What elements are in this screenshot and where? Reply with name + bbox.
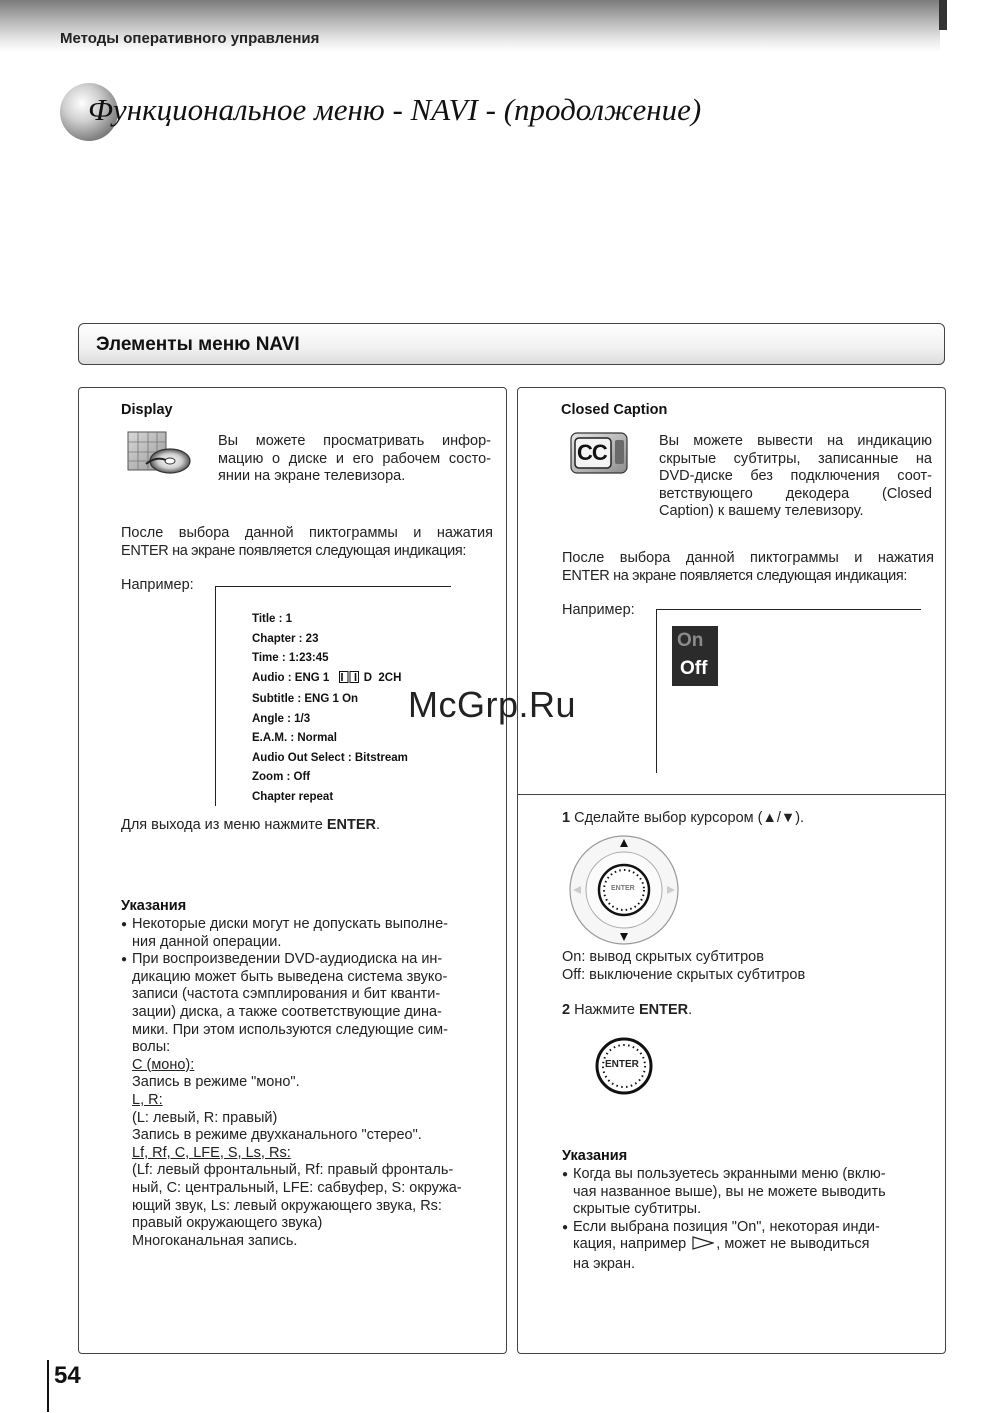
cc-after-line: После выбора данной пиктограммы и нажатия	[562, 550, 934, 566]
note-line: чая названное выше), вы не можете выводить	[573, 1183, 886, 1200]
osd-frame-left	[215, 586, 216, 806]
display-icon	[126, 430, 192, 476]
page-number: 54	[54, 1362, 81, 1389]
right-note-1	[562, 1166, 934, 1219]
note-line: волы:	[132, 1039, 171, 1056]
osd-frame-top	[215, 586, 451, 587]
cc-option-on[interactable]: On	[677, 630, 704, 651]
note-line: ● Когда вы пользуетесь экранными меню (вклю-	[573, 1166, 886, 1182]
note-line: ● Некоторые диски могут не допускать выполне-	[132, 916, 448, 932]
cc-intro-line: DVD-диске без подключения соот-	[659, 468, 932, 485]
right-note-2	[562, 1219, 934, 1274]
osd-zoom: Zoom : Off	[252, 771, 311, 783]
page-title: Функциональное меню - NAVI - (продолжение)	[88, 92, 702, 127]
cursor-pad-icon	[568, 834, 680, 946]
note-line: на экран.	[573, 1255, 636, 1272]
note-line	[573, 1236, 934, 1256]
step-2-prefix: Нажмите	[574, 1002, 635, 1018]
cc-intro-line: скрытые субтитры, записанные на	[659, 450, 932, 467]
closed-caption-icon	[570, 432, 628, 474]
exit-instruction	[121, 817, 380, 835]
display-intro-line: янии на экране телевизора.	[218, 468, 406, 485]
step-2	[562, 1002, 692, 1020]
section-title: Методы оперативного управления	[60, 30, 320, 47]
display-after-text	[121, 525, 493, 560]
watermark: McGrp.Ru	[408, 684, 577, 725]
enter-button-label: ENTER	[605, 1059, 639, 1070]
on-description: On: вывод скрытых субтитров	[562, 949, 764, 965]
right-notes	[562, 1166, 934, 1274]
stereo-desc: Запись в режиме двухканального "стерео".	[132, 1127, 422, 1144]
step-1	[562, 810, 804, 828]
display-intro	[218, 433, 491, 486]
cc-intro-line: ветствующего декодера (Closed	[659, 485, 932, 502]
multi-line: ный, C: центральный, LFE: сабвуфер, S: окружа-	[132, 1179, 462, 1196]
note-line: скрытые субтитры.	[573, 1201, 702, 1218]
cc-intro-line: Вы можете вывести на индикацию	[659, 433, 932, 449]
header-tab	[939, 0, 947, 30]
osd-audio-suffix: D 2CH	[363, 671, 402, 684]
page-number-bar	[47, 1360, 49, 1412]
step-2-suffix: .	[688, 1002, 693, 1018]
osd-info-list	[252, 610, 408, 807]
step-2-key: ENTER	[639, 1002, 689, 1018]
osd-title: Title : 1	[252, 613, 293, 625]
exit-key: ENTER	[326, 817, 376, 833]
step-2-number: 2	[562, 1002, 571, 1018]
menu-bar-label: Элементы меню NAVI	[96, 334, 300, 355]
note-line: ● Если выбрана позиция "On", некоторая инди-	[573, 1218, 880, 1235]
stereo-label: L, R:	[132, 1091, 163, 1108]
left-notes	[121, 916, 493, 1250]
note-line: записи (частота сэмплирования и бит кванти-	[132, 986, 441, 1003]
exit-prefix: Для выхода из меню нажмите	[121, 817, 323, 833]
step-1-number: 1	[562, 810, 571, 826]
osd-audio	[252, 669, 408, 691]
play-icon	[692, 1236, 714, 1256]
exit-suffix: .	[375, 817, 380, 833]
osd-audio-out: Audio Out Select : Bitstream	[252, 751, 408, 764]
display-intro-line: Вы можете просматривать инфор-	[218, 433, 491, 449]
left-note-2	[121, 951, 493, 1250]
multi-line: ющий звук, Ls: левый окружающего звука, Rs:	[132, 1197, 442, 1214]
display-example-label: Например:	[121, 577, 194, 593]
note-line: ния данной операции.	[132, 933, 282, 950]
multi-label: Lf, Rf, C, LFE, S, Ls, Rs:	[132, 1144, 291, 1161]
right-panel-divider	[518, 794, 945, 795]
cc-example-label: Например:	[562, 602, 635, 618]
multi-line: (Lf: левый фронтальный, Rf: правый фронталь-	[132, 1162, 454, 1179]
stereo-desc: (L: левый, R: правый)	[132, 1109, 278, 1126]
left-notes-heading: Указания	[121, 898, 187, 914]
dolby-icon	[339, 671, 359, 691]
cc-frame-top	[656, 609, 921, 610]
note-line: дикацию может быть выведена система звуко-	[132, 968, 448, 985]
cc-icon-text: CC	[577, 440, 607, 465]
display-after-line: После выбора данной пиктограммы и нажатия	[121, 525, 493, 541]
note-line-part: кация, например	[573, 1236, 687, 1253]
closed-caption-heading: Closed Caption	[561, 402, 668, 418]
osd-angle: Angle : 1/3	[252, 712, 311, 725]
osd-eam: E.A.M. : Normal	[252, 732, 337, 744]
display-heading: Display	[121, 402, 173, 418]
cc-after-line: ENTER на экране появляется следующая индикация:	[562, 567, 908, 584]
mono-label: C (моно):	[132, 1056, 195, 1073]
note-line: мики. При этом используются следующие сим-	[132, 1021, 448, 1038]
cursor-pad-enter-label: ENTER	[611, 885, 635, 892]
off-description: Off: выключение скрытых субтитров	[562, 967, 806, 983]
osd-audio-prefix: Audio : ENG 1	[252, 671, 330, 684]
note-line: зации) диска, а также соответствующие дина-	[132, 1003, 442, 1020]
osd-time: Time : 1:23:45	[252, 652, 329, 664]
display-after-line: ENTER на экране появляется следующая индикация:	[121, 542, 467, 559]
cc-option-off[interactable]: Off	[680, 658, 708, 679]
osd-chapter: Chapter : 23	[252, 632, 319, 645]
mono-desc: Запись в режиме "моно".	[132, 1074, 300, 1091]
cc-after-text	[562, 550, 934, 585]
enter-button-icon	[594, 1036, 654, 1096]
cc-frame-left	[656, 609, 657, 773]
osd-subtitle: Subtitle : ENG 1 On	[252, 693, 359, 705]
note-line: ● При воспроизведении DVD-аудиодиска на ин-	[132, 951, 443, 968]
osd-chapter-repeat: Chapter repeat	[252, 790, 334, 803]
cc-intro	[659, 433, 932, 521]
multi-desc: Многоканальная запись.	[132, 1232, 298, 1249]
cc-intro-line: Caption) к вашему телевизору.	[659, 503, 864, 520]
note-line-part: , может не выводиться	[716, 1236, 870, 1253]
right-notes-heading: Указания	[562, 1148, 628, 1164]
step-1-text: Сделайте выбор курсором (▲/▼).	[574, 810, 805, 826]
left-note-1	[121, 916, 493, 951]
multi-line: правый окружающего звука)	[132, 1215, 323, 1232]
display-intro-line: мацию о диске и его рабочем состо-	[218, 450, 491, 467]
